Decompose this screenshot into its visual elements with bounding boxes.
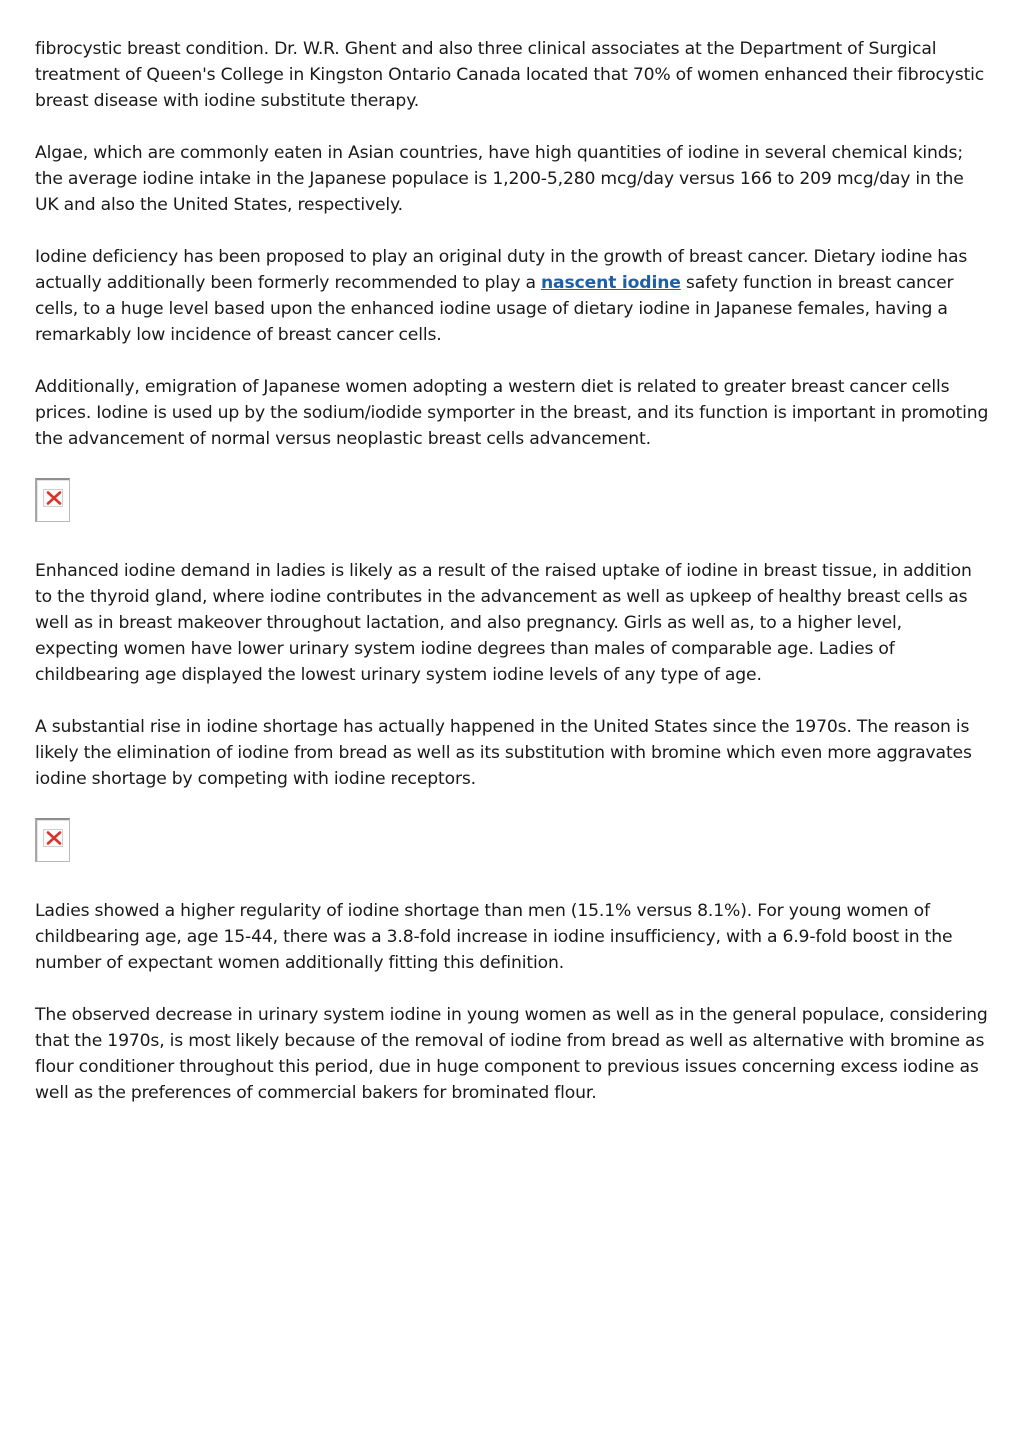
paragraph-text-before-link: Iodine deficiency has been proposed to play an original duty in the growth of breast cancer. Dietary iodine has actually additionally been formerly recommended to play a [35,247,968,293]
paragraph-text-after-link: safety function in breast cancer cells, to a huge level based upon the enhanced iodine usage of dietary iodine in Japanese females, having a remarkably low incidence of breast cancer cells. [35,273,954,345]
paragraph-iodine-shortage-rise: A substantial rise in iodine shortage has actually happened in the United States since the 1970s. The reason is likely the elimination of iodine from bread as well as its substitution with bromine which even more aggravates iodine shortage by competing with iodine receptors. [35,717,972,789]
red-x-icon [45,830,63,846]
paragraph-iodine-demand: Enhanced iodine demand in ladies is likely as a result of the raised uptake of iodine in breast tissue, in addition to the thyroid gland, where iodine contributes in the advancement as well as upkeep of healthy breast cells as well as in breast makeover throughout lactation, and also pregnancy. Girls as well as, to a higher level, expecting women have lower urinary system iodine degrees than males of comparable age. Ladies of childbearing age displayed the lowest urinary system iodine levels of any type of age. [35,561,972,685]
nascent-iodine-link[interactable]: nascent iodine [540,273,681,293]
broken-image-2 [35,818,70,862]
paragraph-ladies-shortage: Ladies showed a higher regularity of iodine shortage than men (15.1% versus 8.1%). For young women of childbearing age, age 15-44, there was a 3.8-fold increase in iodine insufficiency, with a 6.9-fold boost in the number of expectant women additionally fitting this definition. [35,901,953,973]
paragraph-algae: Algae, which are commonly eaten in Asian countries, have high quantities of iodine in several chemical kinds; the average iodine intake in the Japanese populace is 1,200-5,280 mcg/day versus 166 to 209 mcg/day in the UK and also the United States, respectively. [35,143,964,215]
paragraph-emigration: Additionally, emigration of Japanese women adopting a western diet is related to greater breast cancer cells prices. Iodine is used up by the sodium/iodide symporter in the breast, and its function is important in promoting the advancement of normal versus neoplastic breast cells advancement. [35,377,989,449]
paragraph-observed-decrease: The observed decrease in urinary system iodine in young women as well as in the general populace, considering that the 1970s, is most likely because of the removal of iodine from bread as well as alternative with bromine as flour conditioner throughout this period, due in huge component to previous issues concerning excess iodine as well as the preferences of commercial bakers for brominated flour. [35,1005,988,1103]
paragraph-iodine-deficiency [35,244,990,348]
paragraph-fibrocystic: fibrocystic breast condition. Dr. W.R. Ghent and also three clinical associates at the Department of Surgical treatment of Queen's College in Kingston Ontario Canada located that 70% of women enhanced their fibrocystic breast disease with iodine substitute therapy. [35,39,985,111]
broken-image-icon [43,489,63,507]
red-x-icon [45,490,63,506]
broken-image-icon [43,829,63,847]
broken-image-1 [35,478,70,522]
